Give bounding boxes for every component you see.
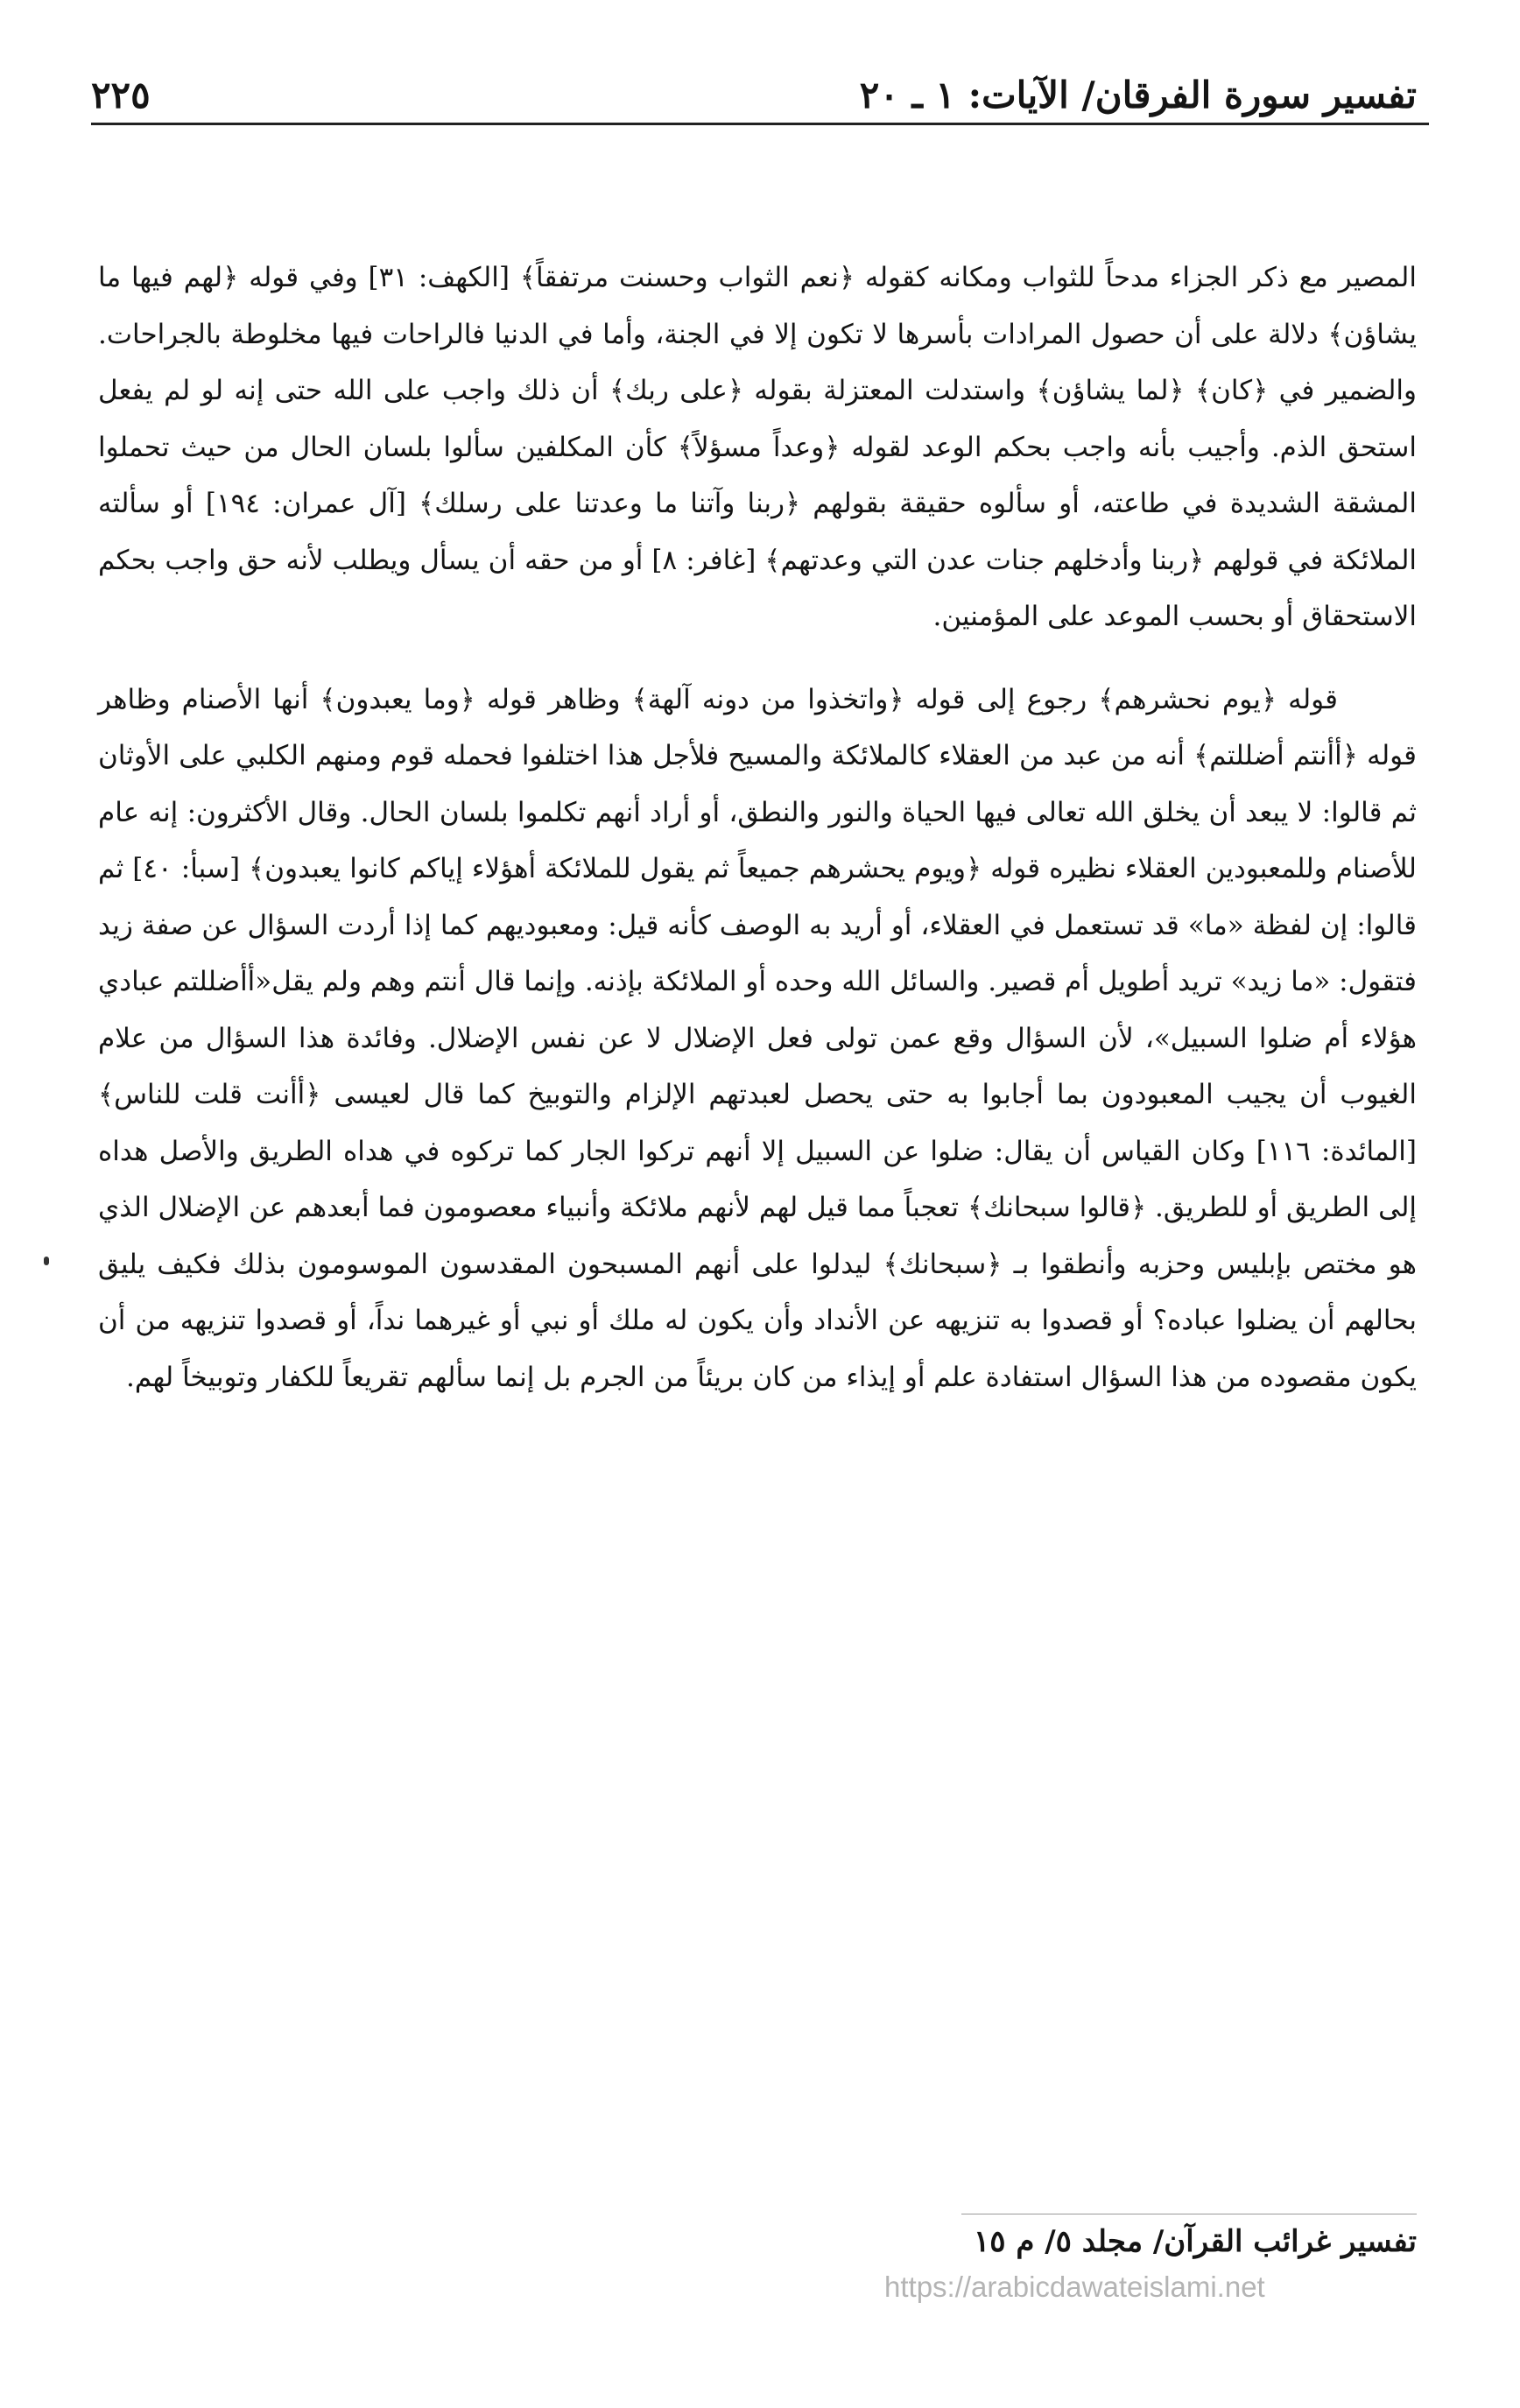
running-title: تفسير سورة الفرقان/ الآيات: ١ ـ ٢٠ [859,74,1417,116]
page-number: ٢٢٥ [91,74,151,116]
header-divider [91,123,1429,125]
paragraph: المصير مع ذكر الجزاء مدحاً للثواب ومكانه كقوله ﴿نعم الثواب وحسنت مرتفقاً﴾ [الكهف: ٣١] وفي قوله ﴿لهم فيها ما يشاؤن﴾ دلالة على أن حصول المرادات بأسرها لا تكون إلا في الجنة، وأما في الدنيا فالراحات فيها مخلوطة بالجراحات. والضمير في ﴿كان﴾ ﴿لما يشاؤن﴾ واستدلت المعتزلة بقوله ﴿على ربك﴾ أن ذلك واجب على الله حتى إنه لو لم يفعل استحق الذم. وأجيب بأنه واجب بحكم الوعد لقوله ﴿وعداً مسؤلاً﴾ كأن المكلفين سألوا بلسان الحال من حيث تحملوا المشقة الشديدة في طاعته، أو سألوه حقيقة بقولهم ﴿ربنا وآتنا ما وعدتنا على رسلك﴾ [آل عمران: ١٩٤] أو سألته الملائكة في قولهم ﴿ربنا وأدخلهم جنات عدن التي وعدتهم﴾ [غافر: ٨] أو من حقه أن يسأل ويطلب لأنه حق واجب بحكم الاستحقاق أو بحسب الموعد على المؤمنين. [98,262,1418,632]
page-header [91,51,1417,114]
signature-line: تفسير غرائب القرآن/ مجلد ٥/ م ١٥ [973,2224,1417,2259]
main-text [98,250,1417,1405]
watermark-url: https://arabicdawateislami.net [884,2271,1265,2303]
scan-speck [44,1257,49,1265]
paragraph: قوله ﴿يوم نحشرهم﴾ رجوع إلى قوله ﴿واتخذوا من دونه آلهة﴾ وظاهر قوله ﴿وما يعبدون﴾ أنها الأصنام وظاهر قوله ﴿أأنتم أضللتم﴾ أنه من عبد من العقلاء كالملائكة والمسيح فلأجل هذا اختلفوا فحمله قوم ومنهم الكلبي على الأوثان ثم قالوا: لا يبعد أن يخلق الله تعالى فيها الحياة والنور والنطق، أو أراد أنهم تكلموا بلسان الحال. وقال الأكثرون: إنه عام للأصنام وللمعبودين العقلاء نظيره قوله ﴿ويوم يحشرهم جميعاً ثم يقول للملائكة أهؤلاء إياكم كانوا يعبدون﴾ [سبأ: ٤٠] ثم قالوا: إن لفظة «ما» قد تستعمل في العقلاء، أو أريد به الوصف كأنه قيل: ومعبوديهم كما إذا أردت السؤال عن صفة زيد فتقول: «ما زيد» تريد أطويل أم قصير. والسائل الله وحده أو الملائكة بإذنه. وإنما قال أنتم وهم ولم يقل«أأضللتم عبادي هؤلاء أم ضلوا السبيل»، لأن السؤال وقع عمن تولى فعل الإضلال لا عن نفس الإضلال. وفائدة هذا السؤال من علام الغيوب أن يجيب المعبودون بما أجابوا به حتى يحصل لعبدتهم الإلزام والتوبيخ كما قال لعيسى ﴿أأنت قلت للناس﴾ [المائدة: ١١٦] وكان القياس أن يقال: ضلوا عن السبيل إلا أنهم تركوا الجار كما تركوه في هداه الطريق والأصل هداه إلى الطريق أو للطريق. ﴿قالوا سبحانك﴾ تعجباً مما قيل لهم لأنهم ملائكة وأنبياء معصومون فما أبعدهم عن الإضلال الذي هو مختص بإبليس وحزبه وأنطقوا بـ ﴿سبحانك﴾ ليدلوا على أنهم المسبحون المقدسون الموسومون بذلك فكيف يليق بحالهم أن يضلوا عباده؟ أو قصدوا به تنزيهه عن الأنداد وأن يكون له ملك أو نبي أو غيرهما نداً، أو قصدوا تنزيهه من أن يكون مقصوده من هذا السؤال استفادة علم أو إيذاء من كان بريئاً من الجرم بل إنما سألهم تقريعاً للكفار وتوبيخاً لهم. [98,683,1418,1393]
